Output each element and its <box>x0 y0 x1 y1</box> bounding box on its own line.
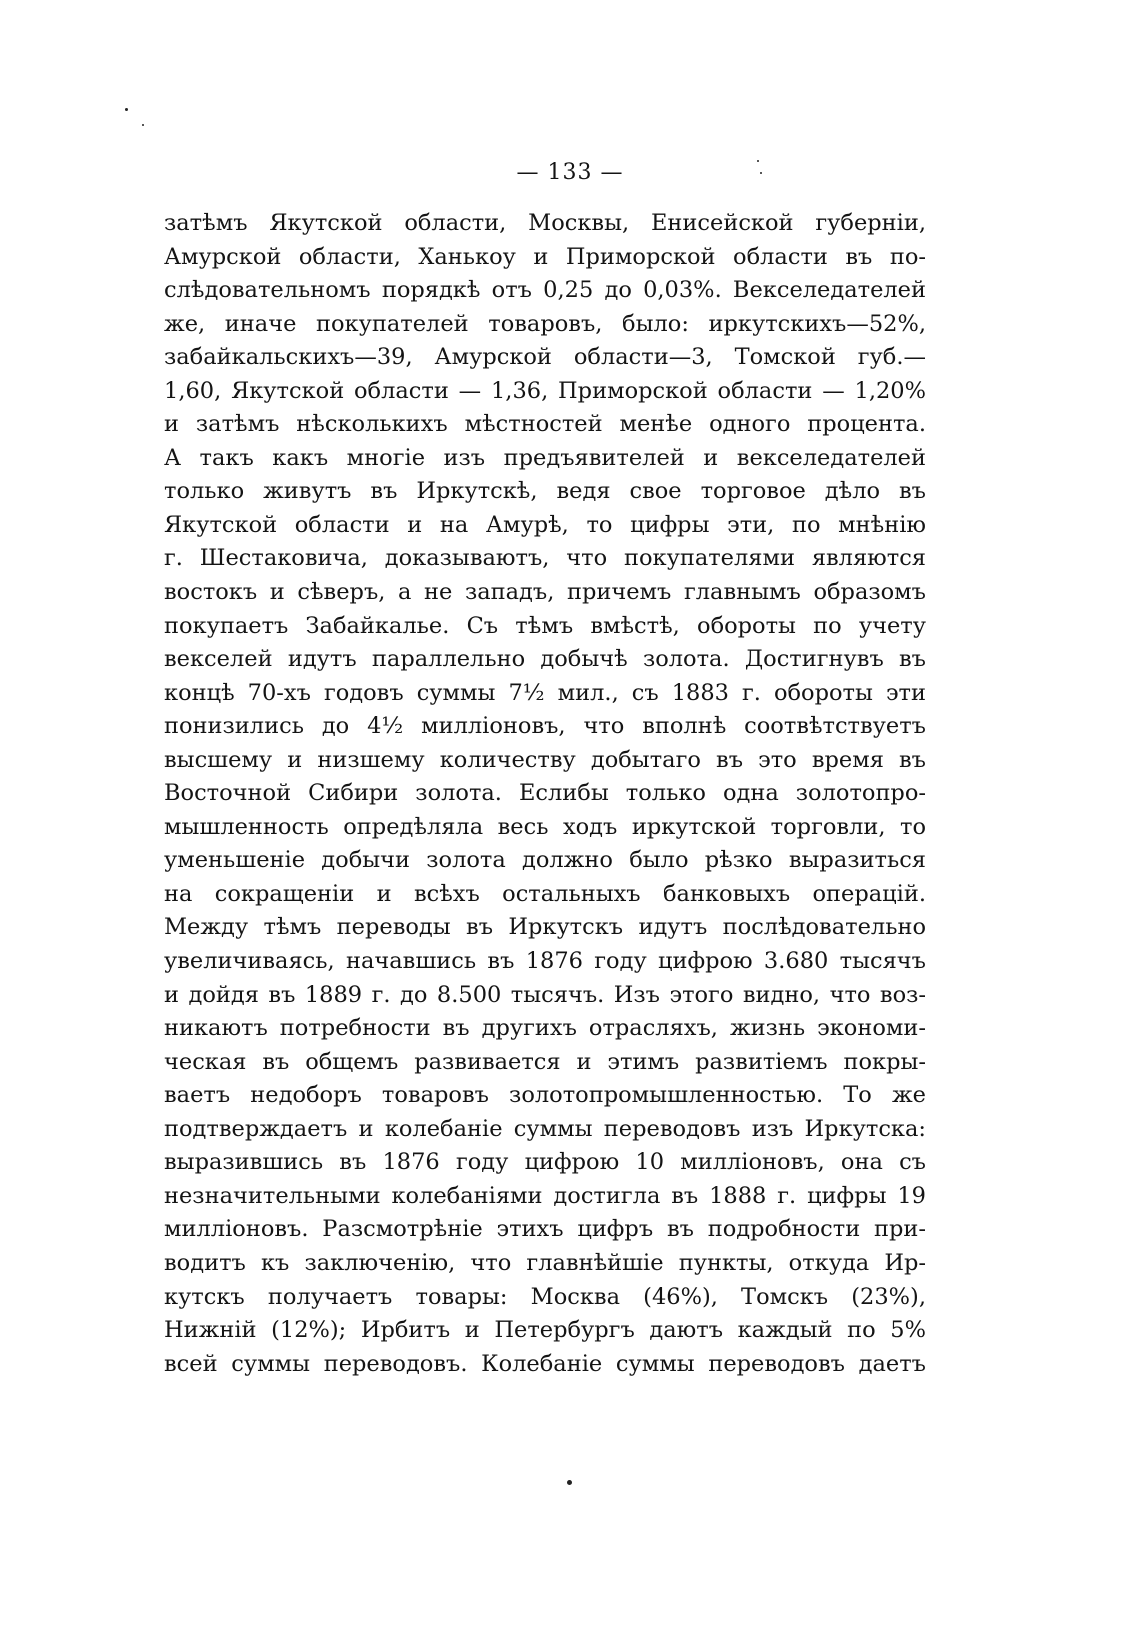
text-line: незначительными колебаніями достигла въ 1888 г. цифры 19 <box>164 1182 926 1209</box>
text-line: уменьшеніе добычи золота должно было рѣзко выразиться <box>164 847 926 874</box>
text-line: увеличиваясь, начавшись въ 1876 году цифрою 3.680 тысячъ <box>164 948 926 975</box>
text-line: концѣ 70-хъ годовъ суммы 7½ мил., съ 1883 г. обороты эти <box>164 679 926 706</box>
text-line: Между тѣмъ переводы въ Иркутскъ идутъ послѣдовательно <box>164 914 926 941</box>
text-line: никаютъ потребности въ другихъ отрасляхъ, жизнь экономи- <box>164 1015 926 1042</box>
text-line: всей суммы переводовъ. Колебаніе суммы переводовъ даетъ <box>164 1350 926 1377</box>
text-line: кутскъ получаетъ товары: Москва (46%), Томскъ (23%), <box>164 1283 926 1310</box>
text-line: понизились до 4½ милліоновъ, что вполнѣ соотвѣтствуетъ <box>164 713 926 740</box>
text-line: милліоновъ. Разсмотрѣніе этихъ цифръ въ подробности при- <box>164 1216 926 1243</box>
text-line: векселей идутъ параллельно добычѣ золота. Достигнувъ въ <box>164 646 926 673</box>
text-line: слѣдовательномъ порядкѣ отъ 0,25 до 0,03%. Векселедателей <box>164 277 926 304</box>
text-line: Нижній (12%); Ирбитъ и Петербургъ даютъ каждый по 5% <box>164 1317 926 1344</box>
text-line: ваетъ недоборъ товаровъ золотопромышленностью. То же <box>164 1082 926 1109</box>
text-line: Якутской области и на Амурѣ, то цифры эти, по мнѣнію <box>164 511 926 538</box>
text-line: только живутъ въ Иркутскѣ, ведя свое торговое дѣло въ <box>164 478 926 505</box>
text-line: водитъ къ заключенію, что главнѣйшіе пункты, откуда Ир- <box>164 1249 926 1276</box>
print-speck <box>567 1480 572 1485</box>
page-number: — 133 — <box>516 160 624 185</box>
text-line: высшему и низшему количеству добытаго въ это время въ <box>164 746 926 773</box>
text-line: забайкальскихъ—39, Амурской области—3, Томской губ.— <box>164 344 926 371</box>
text-line: и дойдя въ 1889 г. до 8.500 тысячъ. Изъ этого видно, что воз- <box>164 981 926 1008</box>
text-line: 1,60, Якутской области — 1,36, Приморской области — 1,20% <box>164 377 926 404</box>
text-line: Амурской области, Ханькоу и Приморской области въ по- <box>164 243 926 270</box>
text-line: и затѣмъ нѣсколькихъ мѣстностей менѣе одного процента. <box>164 411 926 438</box>
text-line: ческая въ общемъ развивается и этимъ развитіемъ покры- <box>164 1048 926 1075</box>
text-line: г. Шестаковича, доказываютъ, что покупателями являются <box>164 545 926 572</box>
text-line: А такъ какъ многіе изъ предъявителей и векселедателей <box>164 444 926 471</box>
text-line: мышленность опредѣляла весь ходъ иркутской торговли, то <box>164 813 926 840</box>
print-speck <box>125 108 128 111</box>
text-line: затѣмъ Якутской области, Москвы, Енисейской губерніи, <box>164 210 926 236</box>
text-line: же, иначе покупателей товаровъ, было: иркутскихъ—52%, <box>164 310 926 337</box>
print-speck <box>142 124 144 126</box>
text-line: подтверждаетъ и колебаніе суммы переводовъ изъ Иркутска: <box>164 1115 926 1142</box>
text-line: на сокращеніи и всѣхъ остальныхъ банковыхъ операцій. <box>164 880 926 907</box>
text-line: выразившись въ 1876 году цифрою 10 милліоновъ, она съ <box>164 1149 926 1176</box>
text-line: покупаетъ Забайкалье. Съ тѣмъ вмѣстѣ, обороты по учету <box>164 612 926 639</box>
text-line: Восточной Сибири золота. Еслибы только одна золотопро- <box>164 780 926 807</box>
text-line: востокъ и сѣверъ, а не западъ, причемъ главнымъ образомъ <box>164 579 926 606</box>
body-text <box>164 207 926 1381</box>
